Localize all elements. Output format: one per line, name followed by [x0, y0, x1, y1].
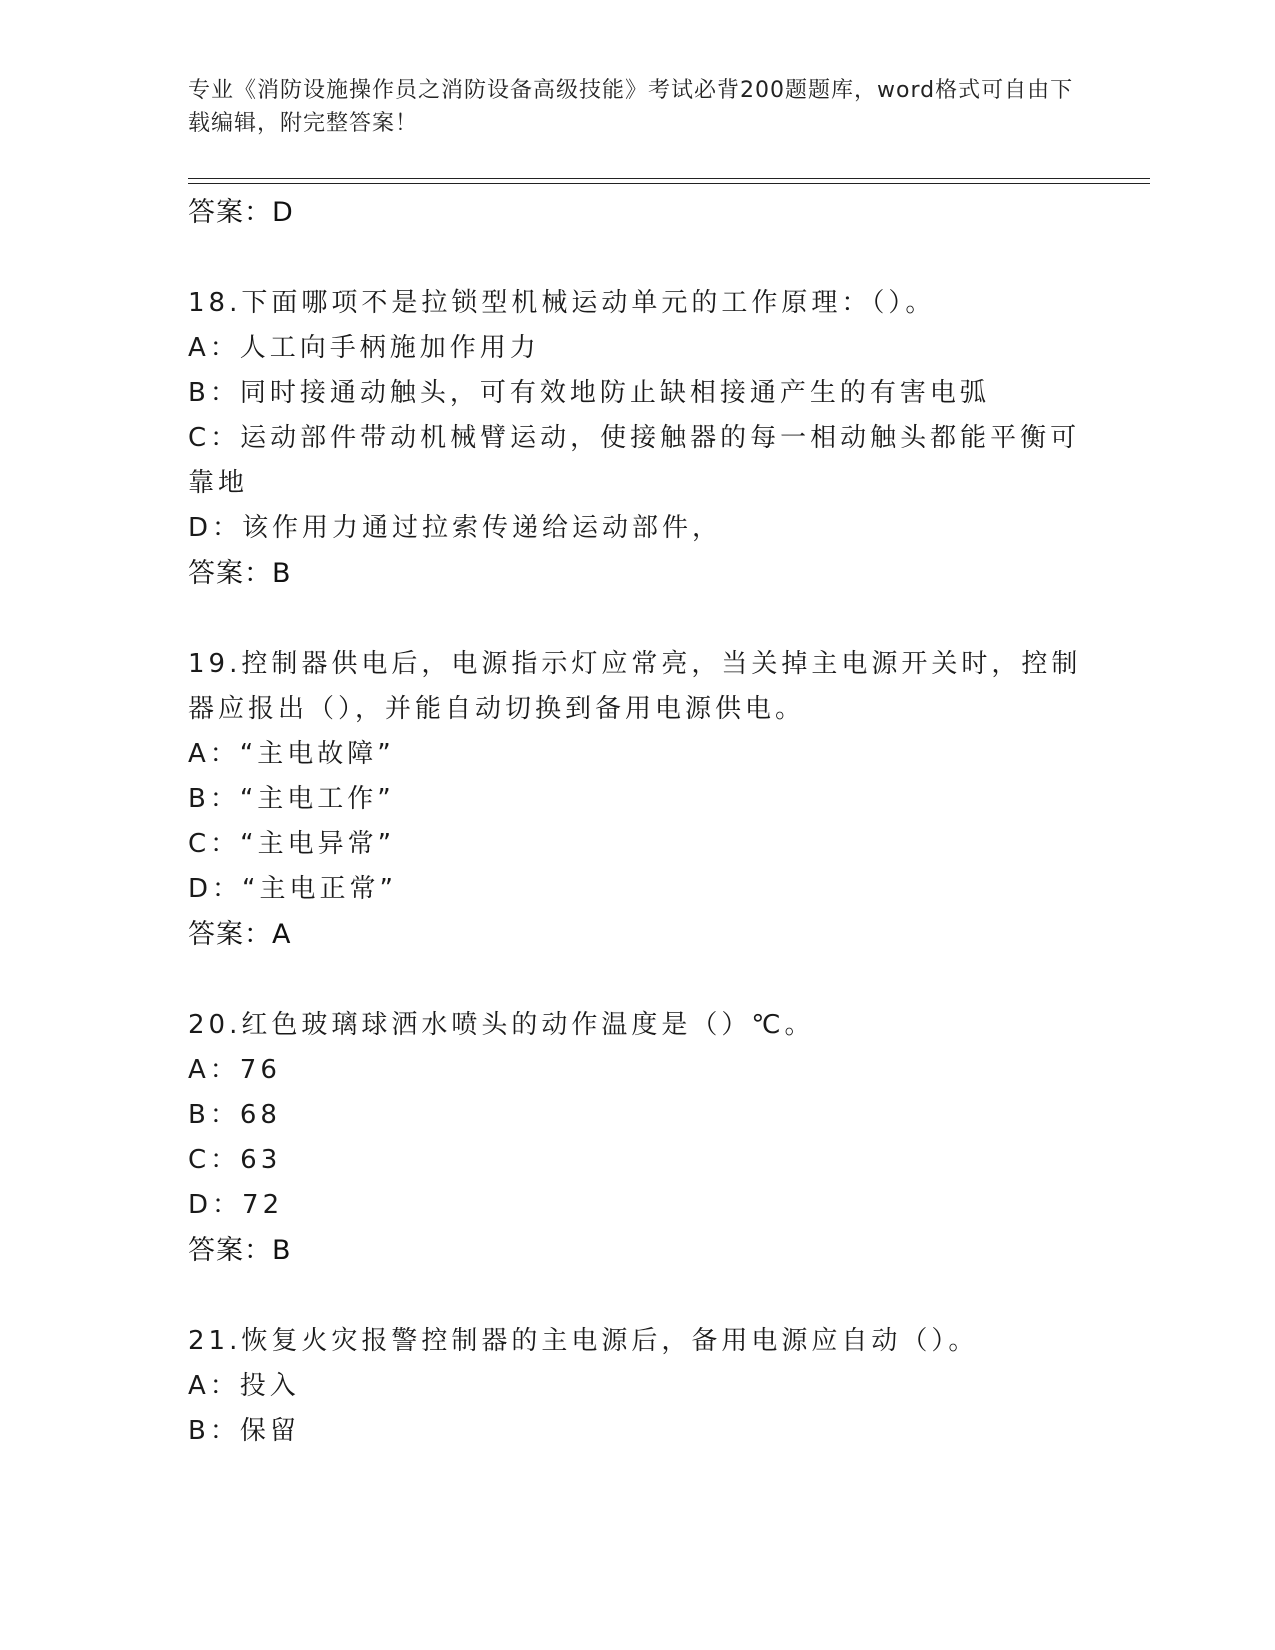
answer-line: 答案：A	[188, 919, 292, 950]
question-block-20	[188, 1003, 1088, 1273]
option-b: B：68	[188, 1100, 281, 1130]
question-stem: 19.控制器供电后，电源指示灯应常亮，当关掉主电源开关时，控制器应报出（），并能自动切换到备用电源供电。	[188, 649, 1082, 724]
option-b: B：“主电工作”	[188, 784, 395, 814]
answer-line: 答案：B	[188, 558, 292, 589]
option-b: B：同时接通动触头，可有效地防止缺相接通产生的有害电弧	[188, 378, 990, 408]
option-b: B：保留	[188, 1416, 300, 1446]
question-block-19	[188, 642, 1088, 957]
question-block-21	[188, 1319, 1088, 1454]
question-stem: 21.恢复火灾报警控制器的主电源后，备用电源应自动（）。	[188, 1326, 979, 1356]
option-a: A：投入	[188, 1371, 300, 1401]
answer-line: 答案：B	[188, 1235, 292, 1266]
question-block-18	[188, 281, 1088, 596]
option-d: D：72	[188, 1190, 284, 1220]
question-stem: 20.红色玻璃球洒水喷头的动作温度是（）℃。	[188, 1010, 815, 1040]
option-d: D：该作用力通过拉索传递给运动部件，	[188, 513, 723, 543]
header-rule-top	[188, 178, 1150, 179]
answer-line: 答案：D	[188, 197, 294, 228]
spacer	[188, 235, 1088, 281]
option-c: C：63	[188, 1145, 282, 1175]
document-body	[188, 188, 1088, 1454]
option-a: A：76	[188, 1055, 281, 1085]
header-rule-bottom	[188, 183, 1150, 184]
option-c: C：运动部件带动机械臂运动，使接触器的每一相动触头都能平衡可靠地	[188, 423, 1081, 498]
option-d: D：“主电正常”	[188, 874, 397, 904]
option-a: A：人工向手柄施加作用力	[188, 333, 540, 363]
spacer	[188, 596, 1088, 642]
spacer	[188, 957, 1088, 1003]
document-header: 专业《消防设施操作员之消防设备高级技能》考试必背200题题库，word格式可自由下载编辑，附完整答案！	[188, 78, 1074, 136]
spacer	[188, 1273, 1088, 1319]
question-stem: 18.下面哪项不是拉锁型机械运动单元的工作原理：（）。	[188, 288, 936, 318]
option-a: A：“主电故障”	[188, 739, 395, 769]
option-c: C：“主电异常”	[188, 829, 396, 859]
